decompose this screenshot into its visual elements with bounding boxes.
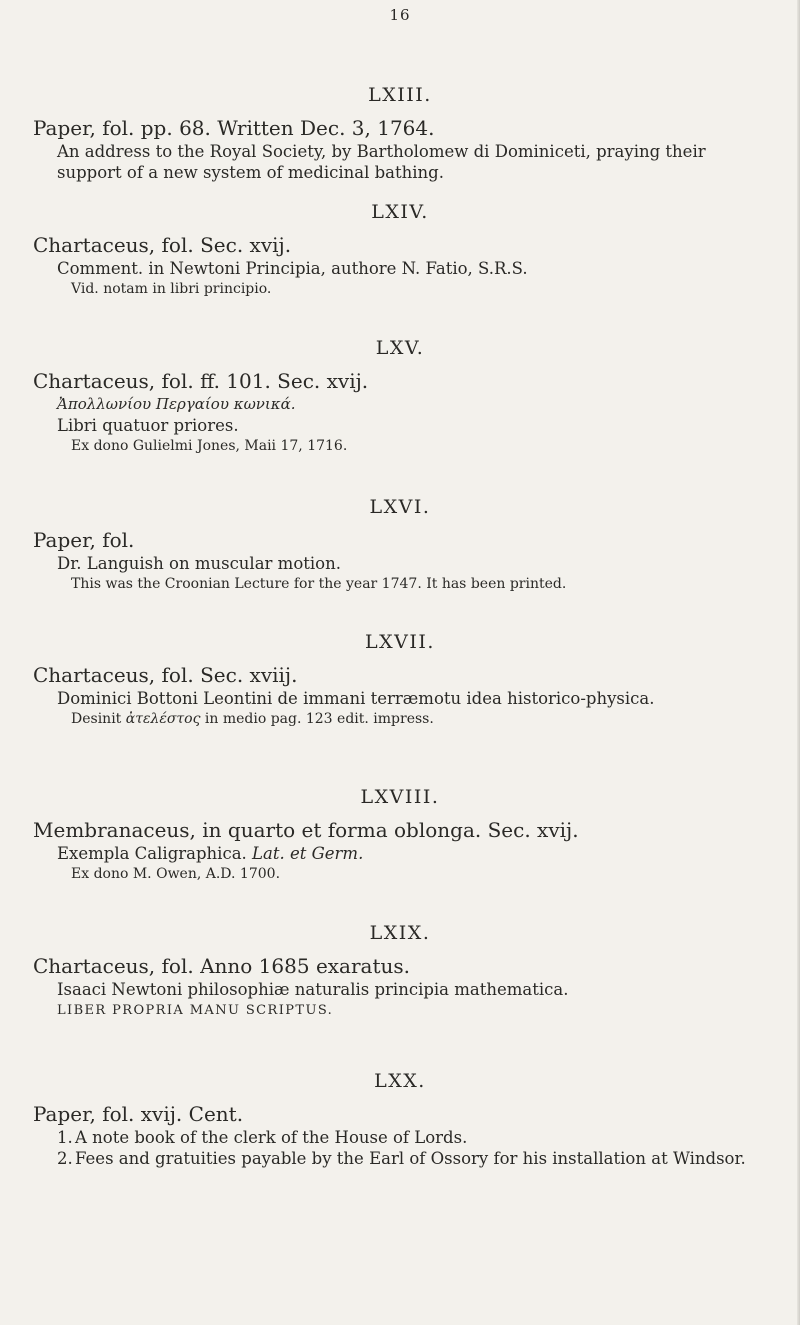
entry-note: This was the Croonian Lecture for the year 1747. It has been printed. [71,576,567,592]
entry-numeral: LXIII. [368,84,432,106]
list-item-number: 2. [57,1149,73,1168]
entry-lxvii [0,631,800,729]
entry-numeral: LXIV. [371,201,429,223]
entry-lxiv [0,201,800,299]
entry-heading: Paper, fol. [33,528,135,552]
list-item-text: A note book of the clerk of the House of Lords. [75,1128,468,1147]
entry-description: Dominici Bottoni Leontini de immani terræmotu idea historico-physica. [57,689,655,708]
entry-heading: Paper, fol. pp. 68. Written Dec. 3, 1764. [33,116,435,140]
description-main: Exempla Caligraphica. [57,844,247,863]
entry-note: Ex dono Gulielmi Jones, Maii 17, 1716. [71,438,348,454]
entry-numeral: LXVI. [369,496,431,518]
entry-lxx [0,1070,800,1169]
entry-heading: Chartaceus, fol. Sec. xvij. [33,233,292,257]
entry-item-list [57,1127,765,1169]
note-greek-word: ἀτελέστος [125,711,201,727]
entry-heading: Chartaceus, fol. Sec. xviij. [33,663,298,687]
entry-numeral: LXV. [375,337,425,359]
entry-numeral: LXVIII. [360,786,440,808]
list-item-number: 1. [57,1128,73,1147]
list-item [57,1127,765,1148]
entry-note: Ex dono M. Owen, A.D. 1700. [71,866,281,882]
entry-lxiii [0,84,800,183]
entry-description: Isaaci Newtoni philosophiæ naturalis principia mathematica. [57,980,569,999]
entry-description: Comment. in Newtoni Principia, authore N. Fatio, S.R.S. [57,259,528,278]
entry-heading: Chartaceus, fol. Anno 1685 exaratus. [33,954,411,978]
entry-heading: Paper, fol. xvij. Cent. [33,1102,244,1126]
list-item-text: Fees and gratuities payable by the Earl of Ossory for his installation at Windsor. [75,1149,746,1168]
entry-heading: Chartaceus, fol. ff. 101. Sec. xvij. [33,369,369,393]
entry-numeral: LXIX. [369,922,431,944]
entry-smallcaps-line: LIBER PROPRIA MANU SCRIPTUS. [57,1003,334,1018]
entry-description [57,843,765,864]
entry-note: Vid. notam in libri principio. [71,281,272,297]
note-prefix: Desinit [71,711,122,727]
entry-numeral: LXX. [374,1070,426,1092]
list-item [57,1148,765,1169]
entry-lxviii [0,786,800,884]
note-suffix: in medio pag. 123 edit. impress. [204,711,434,727]
entry-note [71,709,800,729]
entry-description: Dr. Languish on muscular motion. [57,554,341,573]
entry-lxix [0,922,800,1021]
entry-heading: Membranaceus, in quarto et forma oblonga. Sec. xvij. [33,818,579,842]
entry-greek-title: Ἀπολλωνίου Περγαίου κωνικά. [57,395,296,413]
entry-description: An address to the Royal Society, by Bartholomew di Dominiceti, praying their support of a new system of medicinal bathing. [57,142,706,182]
page-number: 16 [389,6,411,24]
entry-lxv [0,337,800,456]
description-italic: Lat. et Germ. [252,844,364,863]
entry-description: Libri quatuor priores. [57,416,239,435]
entry-lxvi [0,496,800,594]
entry-numeral: LXVII. [365,631,435,653]
